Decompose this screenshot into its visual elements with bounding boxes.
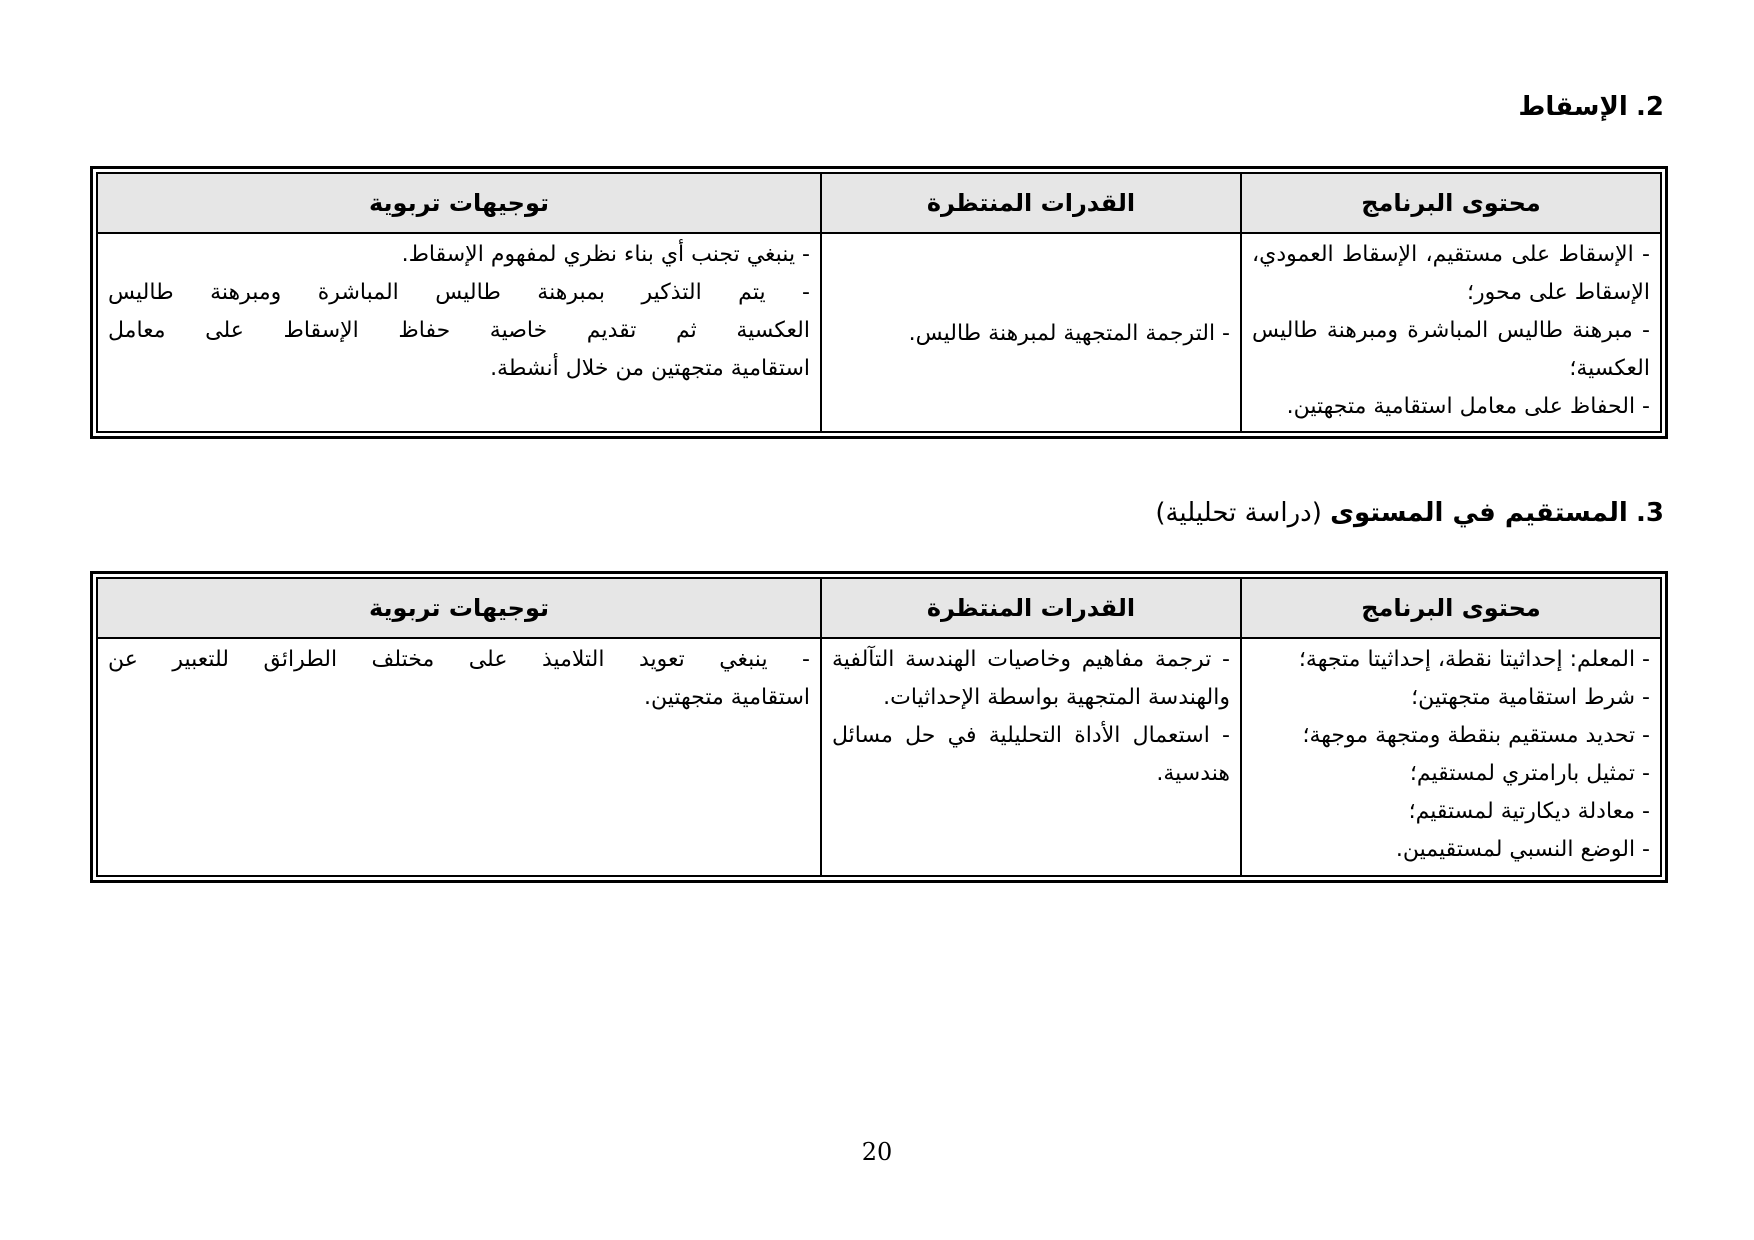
section-3-subtitle: (دراسة تحليلية) (1155, 498, 1322, 528)
guidance-line: استقامية متجهتين. (643, 685, 810, 710)
content-line: - الإسقاط على مستقيم، الإسقاط العمودي، (1252, 242, 1650, 267)
guidance-cell (97, 638, 821, 876)
guidance-line: - ينبغي تعويد التلاميذ على مختلف الطرائق للتعبير عن (108, 647, 810, 672)
content-line: - المعلم: إحداثيتا نقطة، إحداثيتا متجهة؛ (1298, 647, 1650, 672)
content-line: الإسقاط على محور؛ (1467, 280, 1650, 305)
abilities-line: - ترجمة مفاهيم وخاصيات الهندسة التآلفية (832, 647, 1230, 672)
section-3-number: 3. (1636, 498, 1664, 528)
header-abilities: القدرات المنتظرة (821, 173, 1241, 233)
guidance-line: - ينبغي تجنب أي بناء نظري لمفهوم الإسقاط. (401, 242, 810, 267)
content-line: العكسية؛ (1569, 356, 1650, 381)
content-line: - تمثيل بارامتري لمستقيم؛ (1409, 761, 1650, 786)
abilities-line: - استعمال الأداة التحليلية في حل مسائل (832, 723, 1230, 748)
guidance-cell (97, 233, 821, 432)
abilities-cell (821, 233, 1241, 432)
section-3-table (90, 571, 1668, 883)
content-cell (1241, 233, 1661, 432)
abilities-line: هندسية. (1156, 761, 1230, 786)
page-number: 20 (861, 1138, 893, 1166)
content-line: - مبرهنة طاليس المباشرة ومبرهنة طاليس (1252, 318, 1650, 343)
guidance-line: استقامية متجهتين من خلال أنشطة. (490, 356, 810, 381)
section-2-title (1518, 92, 1664, 122)
section-2-number: 2. (1636, 92, 1664, 122)
section-3-title (1155, 498, 1664, 528)
content-line: - تحديد مستقيم بنقطة ومتجهة موجهة؛ (1302, 723, 1650, 748)
guidance-line: العكسية ثم تقديم خاصية حفاظ الإسقاط على معامل (108, 318, 810, 343)
header-guidance: توجيهات تربوية (97, 173, 821, 233)
content-line: - معادلة ديكارتية لمستقيم؛ (1408, 799, 1650, 824)
guidance-line: - يتم التذكير بمبرهنة طاليس المباشرة ومبرهنة طاليس (108, 280, 810, 305)
header-abilities: القدرات المنتظرة (821, 578, 1241, 638)
content-line: - الوضع النسبي لمستقيمين. (1395, 837, 1650, 862)
header-content: محتوى البرنامج (1241, 173, 1661, 233)
header-content: محتوى البرنامج (1241, 578, 1661, 638)
content-cell (1241, 638, 1661, 876)
abilities-line: والهندسة المتجهية بواسطة الإحداثيات. (883, 685, 1230, 710)
header-guidance: توجيهات تربوية (97, 578, 821, 638)
section-2-table (90, 166, 1668, 439)
content-line: - الحفاظ على معامل استقامية متجهتين. (1286, 394, 1650, 419)
abilities-line: - الترجمة المتجهية لمبرهنة طاليس. (908, 320, 1230, 346)
section-3-title-text: المستقيم في المستوى (1330, 498, 1628, 528)
section-2-title-text: الإسقاط (1518, 92, 1628, 122)
content-line: - شرط استقامية متجهتين؛ (1411, 685, 1650, 710)
abilities-cell (821, 638, 1241, 876)
